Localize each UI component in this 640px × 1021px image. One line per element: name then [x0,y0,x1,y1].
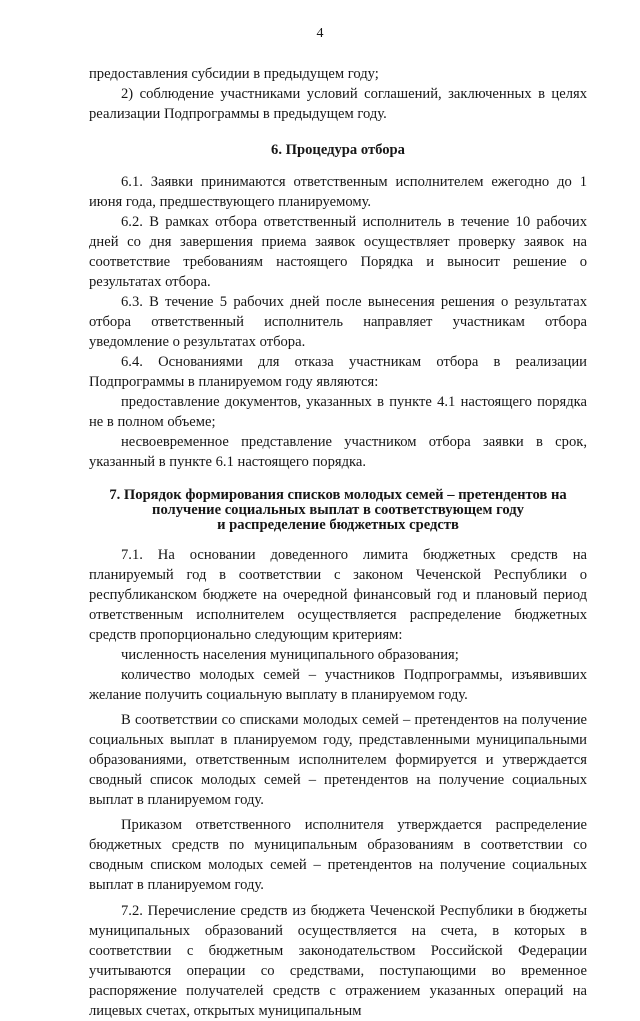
paragraph-item-2: 2) соблюдение участниками условий соглашений, заключенных в целях реализации Подпрограммы в предыдущем году. [89,86,587,122]
paragraph-7-2: 7.2. Перечисление средств из бюджета Чеченской Республики в бюджеты муниципальных образований осуществляется на счета, в которых в соответствии с бюджетным законодательством Российской Федерации учитываются операции со средствами, поступающими во временное распоряжение получателей средств с отражением указанных операций на лицевых счетах, открытых муниципальным [89,903,587,1019]
paragraph-6-1: 6.1. Заявки принимаются ответственным исполнителем ежегодно до 1 июня года, предшествующего планируемому. [89,174,587,210]
paragraph-6-4-reason-1: предоставление документов, указанных в пункте 4.1 настоящего порядка не в полном объеме; [89,394,587,430]
paragraph-7-1-criterion-2: количество молодых семей – участников Подпрограммы, изъявивших желание получить социальную выплату в планируемом году. [89,667,587,703]
section-7-title-line-1: 7. Порядок формирования списков молодых семей – претендентов на [109,487,567,503]
section-7-title-line-2: получение социальных выплат в соответствующем году [152,502,524,518]
section-6-title: 6. Процедура отбора [271,142,405,158]
paragraph-7-1-summary-list: В соответствии со списками молодых семей – претендентов на получение социальных выплат в планируемом году, представленными муниципальными образованиями, ответственным исполнителем формируется и утверждается сводный список молодых семей – претендентов на получение социальных выплат в планируемом году. [89,712,587,808]
paragraph-7-1-criterion-1: численность населения муниципального образования; [121,647,459,663]
section-7-title [89,488,587,533]
paragraph-continuation: предоставления субсидии в предыдущем году; [89,66,379,82]
paragraph-6-4: 6.4. Основаниями для отказа участникам отбора в реализации Подпрограммы в планируемом году являются: [89,354,587,390]
paragraph-6-2: 6.2. В рамках отбора ответственный исполнитель в течение 10 рабочих дней со дня завершения приема заявок осуществляет проверку заявок на соответствие требованиям настоящего Порядка и выносит решение о результатах отбора. [89,214,587,290]
paragraph-6-3: 6.3. В течение 5 рабочих дней после вынесения решения о результатах отбора ответственный исполнитель направляет участникам отбора уведомление о результатах отбора. [89,294,587,350]
paragraph-7-1-order: Приказом ответственного исполнителя утверждается распределение бюджетных средств по муниципальным образованиям в соответствии со сводным списком молодых семей – претендентов на получение социальных выплат в планируемом году. [89,817,587,893]
paragraph-6-4-reason-2: несвоевременное представление участником отбора заявки в срок, указанный в пункте 6.1 настоящего порядка. [89,434,587,470]
paragraph-7-1: 7.1. На основании доведенного лимита бюджетных средств на планируемый год в соответствии с законом Чеченской Республики о республиканском бюджете на очередной финансовый год и плановый период ответственным исполнителем осуществляется распределение бюджетных средств пропорционально следующим критериям: [89,547,587,643]
page-number: 4 [316,26,324,41]
document-body [89,64,587,1021]
section-7-title-line-3: и распределение бюджетных средств [217,517,459,533]
